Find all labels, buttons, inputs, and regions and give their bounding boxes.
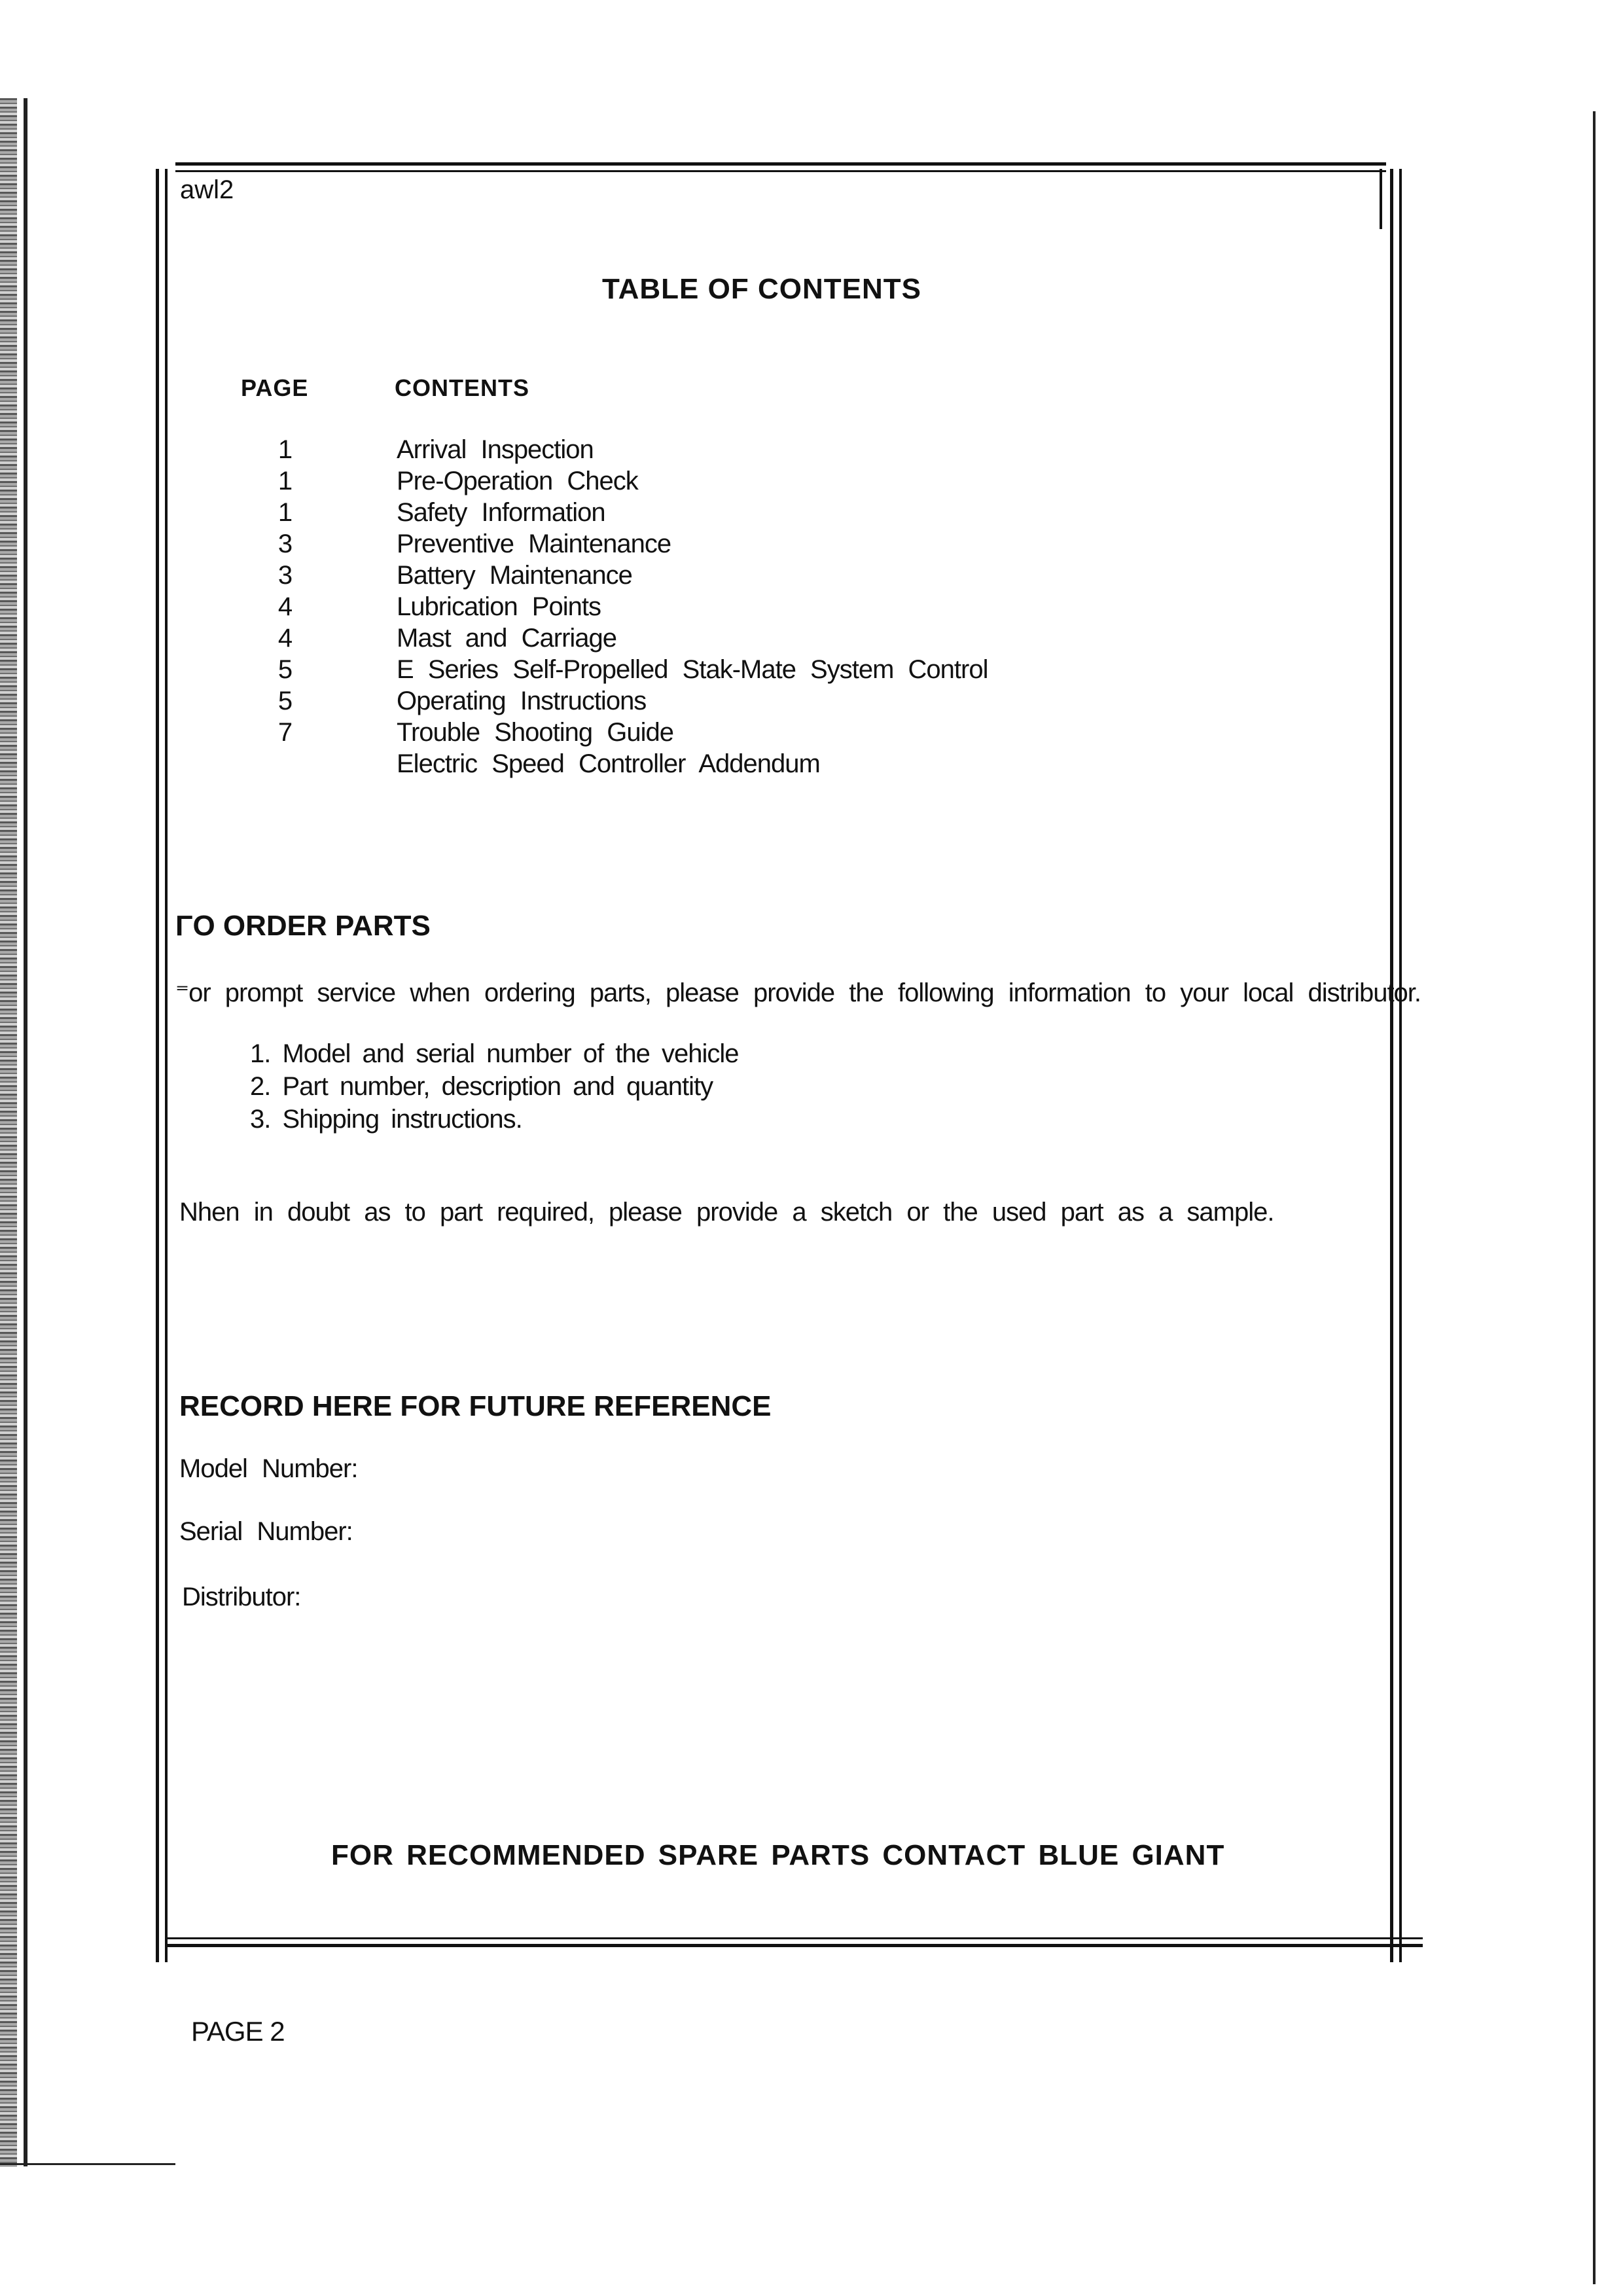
order-parts-item: 3. Shipping instructions. (250, 1105, 522, 1134)
toc-entry (0, 529, 1571, 561)
toc-entry-title: Battery Maintenance (397, 561, 632, 590)
order-parts-intro: ⁼or prompt service when ordering parts, please provide the following information to your local distributor. (175, 978, 1421, 1007)
toc-entry-title: Mast and Carriage (397, 624, 617, 653)
page-number: PAGE 2 (191, 2016, 285, 2047)
toc-column-page: PAGE (241, 374, 309, 401)
distributor-label: Distributor: (182, 1583, 301, 1611)
order-parts-list (250, 1039, 739, 1138)
order-parts-item: 1. Model and serial number of the vehicle (250, 1039, 739, 1068)
toc-entry-page: 7 (277, 718, 293, 747)
toc-entry-page: 1 (277, 467, 293, 495)
toc-entry-page: 3 (277, 529, 293, 558)
toc-entry (0, 624, 1571, 655)
toc-list (0, 435, 1571, 781)
toc-entry (0, 561, 1571, 592)
toc-entry-page: 5 (277, 687, 293, 715)
order-parts-heading: ΓO ORDER PARTS (175, 910, 431, 942)
record-heading: RECORD HERE FOR FUTURE REFERENCE (179, 1390, 772, 1422)
frame-bottom-rule-inner (165, 1937, 1423, 1939)
right-margin-line (1593, 111, 1596, 2284)
toc-entry-page: 3 (277, 561, 293, 590)
toc-entry-page: 1 (277, 435, 293, 464)
toc-entry-title: Electric Speed Controller Addendum (397, 749, 820, 778)
toc-entry-title: Trouble Shooting Guide (397, 718, 674, 747)
toc-entry-title: Pre-Operation Check (397, 467, 638, 495)
scan-bottom-line (0, 2163, 175, 2165)
toc-title: TABLE OF CONTENTS (602, 273, 921, 305)
serial-number-label: Serial Number: (179, 1517, 353, 1546)
toc-entry-page: 5 (277, 655, 293, 684)
toc-entry (0, 718, 1571, 749)
scan-edge-line (24, 98, 27, 2166)
frame-top-rule-inner (175, 170, 1386, 172)
toc-entry-title: Preventive Maintenance (397, 529, 671, 558)
frame-top-rule-outer (175, 162, 1386, 166)
toc-entry (0, 435, 1571, 467)
toc-entry-title: Lubrication Points (397, 592, 601, 621)
toc-entry-title: Operating Instructions (397, 687, 647, 715)
toc-entry-title: Arrival Inspection (397, 435, 594, 464)
toc-entry (0, 498, 1571, 529)
toc-entry (0, 749, 1571, 781)
frame-right-top-tick (1380, 169, 1382, 229)
toc-column-contents: CONTENTS (395, 374, 529, 401)
doubt-note: Nhen in doubt as to part required, please provide a sketch or the used part as a sample. (179, 1198, 1274, 1227)
order-parts-item: 2. Part number, description and quantity (250, 1072, 713, 1101)
toc-entry-page: 1 (277, 498, 293, 527)
toc-entry (0, 655, 1571, 687)
toc-entry-page: 4 (277, 592, 293, 621)
model-number-label: Model Number: (179, 1454, 358, 1483)
toc-entry (0, 467, 1571, 498)
toc-entry-title: Safety Information (397, 498, 605, 527)
document-code: awl2 (180, 175, 234, 204)
spare-parts-note: FOR RECOMMENDED SPARE PARTS CONTACT BLUE GIANT (331, 1839, 1225, 1871)
frame-bottom-rule-outer (165, 1944, 1423, 1947)
toc-entry-page: 4 (277, 624, 293, 653)
toc-entry-title: E Series Self-Propelled Stak-Mate System Control (397, 655, 988, 684)
toc-entry (0, 592, 1571, 624)
toc-entry (0, 687, 1571, 718)
scan-edge-artifact (0, 98, 17, 2166)
